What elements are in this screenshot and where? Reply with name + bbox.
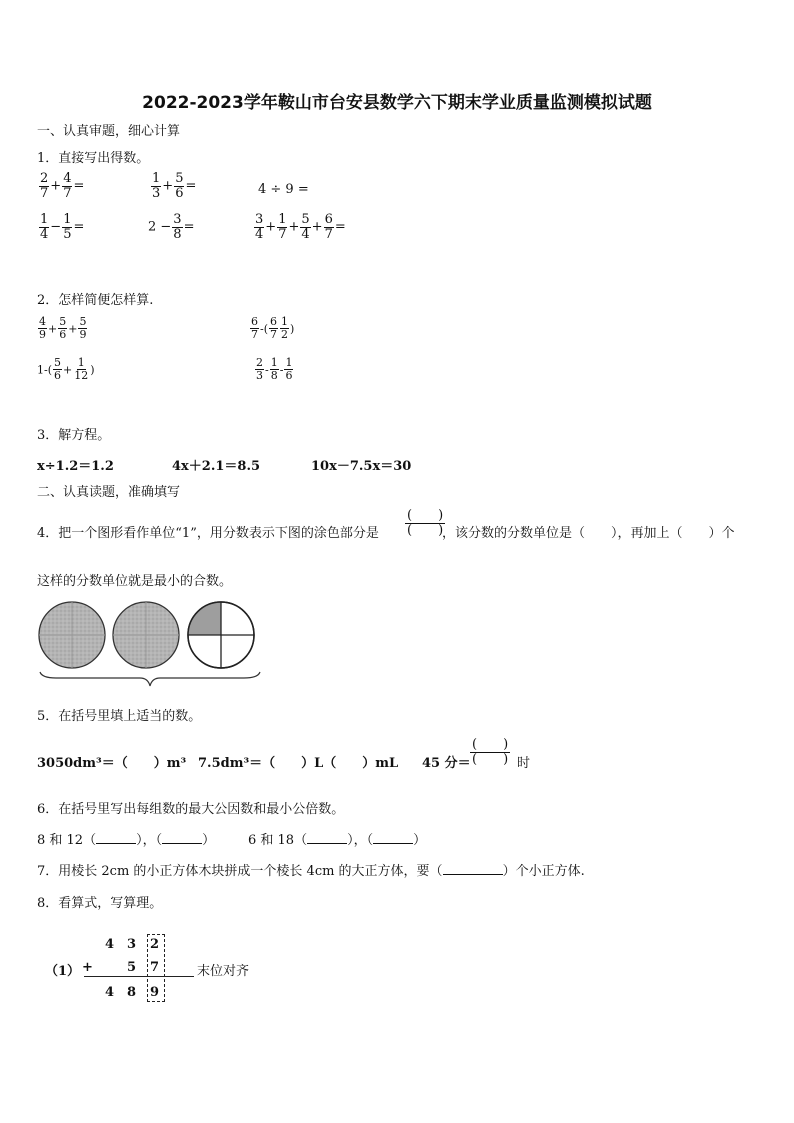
sum-line (84, 976, 194, 977)
q1-item-5: 2 − $\frac{3}{8}$ = (148, 212, 195, 242)
fraction: $\frac{5}{6}$ (175, 171, 184, 201)
section-2-heading: 二、认真读题，准确填写 (37, 485, 181, 500)
q4-blank-fraction[interactable]: ( ) ( ) (407, 508, 444, 539)
fraction: $\frac{1}{4}$ (40, 212, 49, 242)
q4-text-a: 4．把一个图形看作单位“1”，用分数表示下图的涂色部分是 (37, 526, 379, 541)
circle-full-2 (113, 602, 179, 668)
q3-equation-3: 10x－7.5x＝30 (311, 459, 412, 474)
fraction: $\frac{1}{3}$ (152, 171, 161, 201)
q1-item-2: $\frac{1}{3}$ + $\frac{5}{6}$ = (152, 171, 197, 201)
q1-item-6: $\frac{3}{4}$ + $\frac{1}{7}$ + $\frac{5}{4}$ + $\frac{6}{7}$ = (255, 212, 346, 242)
answer-blank[interactable] (162, 831, 202, 844)
q5-label: 5．在括号里填上适当的数。 (37, 709, 202, 724)
fraction: $\frac{3}{4}$ (255, 212, 264, 242)
q3-equation-1: x÷1.2＝1.2 (37, 459, 114, 474)
q5-part-2: 7.5dm³＝（ ）L（ ）mL (198, 756, 399, 771)
fraction: $\frac{5}{4}$ (301, 212, 310, 242)
answer-blank[interactable] (443, 862, 503, 875)
q1-item-1: $\frac{2}{7}$ + $\frac{4}{7}$ = (40, 171, 85, 201)
q6-label: 6．在括号里写出每组数的最大公因数和最小公倍数。 (37, 802, 345, 817)
brace (40, 672, 260, 686)
dashed-column-box (147, 934, 165, 1002)
q2-expr-1: $\frac{4}{9}$ + $\frac{5}{6}$ + $\frac{5}{9}$ (39, 315, 87, 341)
q2-expr-4: $\frac{2}{3}$ - $\frac{1}{8}$ - $\frac{1}{6}$ (256, 356, 293, 382)
q4-text-c: 这样的分数单位就是最小的合数。 (37, 574, 233, 589)
q8-label: 8．看算式，写算理。 (37, 896, 163, 911)
q8-number: （1） (45, 964, 81, 979)
section-1-heading: 一、认真审题，细心计算 (37, 124, 181, 139)
q2-label: 2．怎样简便怎样算. (37, 293, 154, 308)
answer-blank[interactable] (96, 831, 136, 844)
q2-expr-3: 1-( $\frac{5}{6}$ + $\frac{1}{12}$ ) (37, 356, 95, 382)
q5-blank-fraction[interactable]: ( ) ( ) (472, 737, 509, 768)
q5-part-3-unit: 时 (517, 756, 531, 771)
answer-blank[interactable] (373, 831, 413, 844)
q8-vertical-addition: 4 3 2 + 5 7 4 8 9 (82, 937, 160, 1000)
q1-item-4: $\frac{1}{4}$ − $\frac{1}{5}$ = (40, 212, 85, 242)
q4-circles-figure (36, 598, 266, 692)
q4-text-b: ，该分数的分数单位是（ ），再加上（ ）个 (442, 526, 735, 541)
q3-equation-2: 4x＋2.1＝8.5 (172, 459, 261, 474)
q2-expr-2: $\frac{6}{7}$ -( $\frac{6}{7}$ $\frac{1}{2}$ ) (251, 315, 295, 341)
q1-label: 1．直接写出得数。 (37, 151, 150, 166)
q5-part-3: 45 分＝ (422, 756, 471, 771)
q1-item-3: 4 ÷ 9 = (258, 182, 309, 197)
q3-label: 3．解方程。 (37, 428, 111, 443)
answer-blank[interactable] (307, 831, 347, 844)
fraction: $\frac{1}{5}$ (63, 212, 72, 242)
circle-quarter (188, 602, 254, 668)
fraction: $\frac{4}{7}$ (63, 171, 72, 201)
fraction: $\frac{6}{7}$ (324, 212, 333, 242)
fraction: $\frac{3}{8}$ (173, 212, 182, 242)
fraction: $\frac{1}{7}$ (278, 212, 287, 242)
q7-text: 7．用棱长 2cm 的小正方体木块拼成一个棱长 4cm 的大正方体，要（ ）个小正方体. (37, 864, 585, 879)
fraction: $\frac{2}{7}$ (40, 171, 49, 201)
q6-item-a: 8 和 12（ ），（ ） (37, 833, 216, 848)
q5-part-1: 3050dm³＝（ ）m³ (37, 756, 187, 771)
circle-full-1 (39, 602, 105, 668)
q6-item-b: 6 和 18（ ），（ ） (248, 833, 427, 848)
q8-note: 末位对齐 (197, 964, 250, 979)
page-title: 2022-2023学年鞍山市台安县数学六下期末学业质量监测模拟试题 (142, 93, 652, 113)
